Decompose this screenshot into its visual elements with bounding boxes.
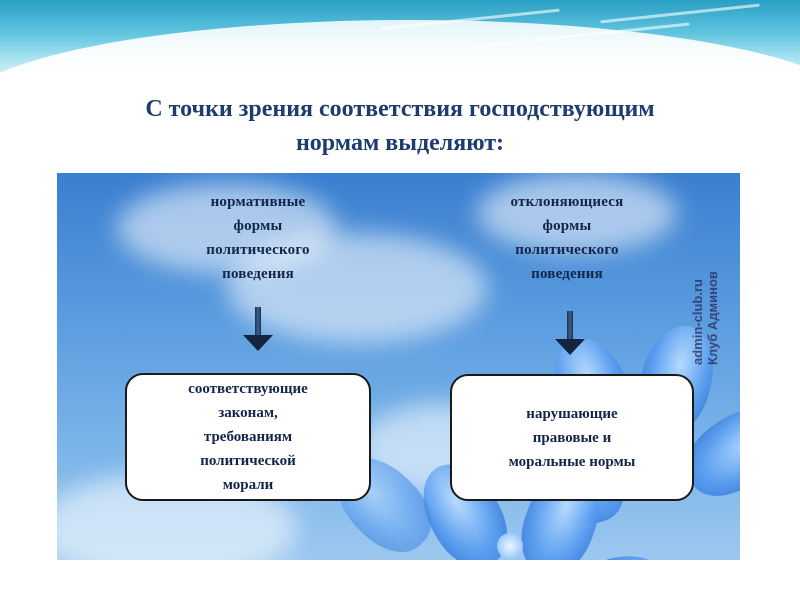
title-line: С точки зрения соответствия господствующим: [145, 96, 655, 122]
heading-line: нормативные: [210, 194, 306, 210]
box-line: моральные нормы: [508, 453, 636, 470]
heading-deviant: [477, 190, 657, 286]
box-line: законам,: [218, 405, 278, 421]
box-line: правовые и: [532, 429, 612, 446]
box-line: морали: [222, 477, 274, 493]
down-arrow-icon: [243, 307, 273, 351]
box-line: соответствующие: [188, 381, 308, 397]
watermark-line: admin-club.ru: [690, 279, 705, 365]
down-arrow-icon: [555, 311, 585, 355]
watermark-line: Клуб Админов: [705, 271, 720, 365]
box-line: нарушающие: [526, 405, 618, 422]
box-conforming: [125, 373, 371, 501]
title-line: нормам выделяют:: [295, 130, 505, 156]
heading-line: формы: [542, 218, 592, 234]
heading-normative: [168, 190, 348, 286]
diagram-panel: [57, 173, 740, 560]
box-line: политической: [200, 453, 296, 469]
heading-line: поведения: [531, 266, 603, 282]
box-violating: [450, 374, 694, 501]
slide-title: [40, 92, 760, 160]
heading-line: политического: [515, 242, 619, 258]
heading-line: политического: [206, 242, 310, 258]
heading-line: отклоняющиеся: [510, 194, 624, 210]
heading-line: поведения: [222, 266, 294, 282]
heading-line: формы: [233, 218, 283, 234]
watermark: [690, 175, 720, 365]
top-banner: [0, 0, 800, 90]
box-line: требованиям: [203, 429, 293, 445]
